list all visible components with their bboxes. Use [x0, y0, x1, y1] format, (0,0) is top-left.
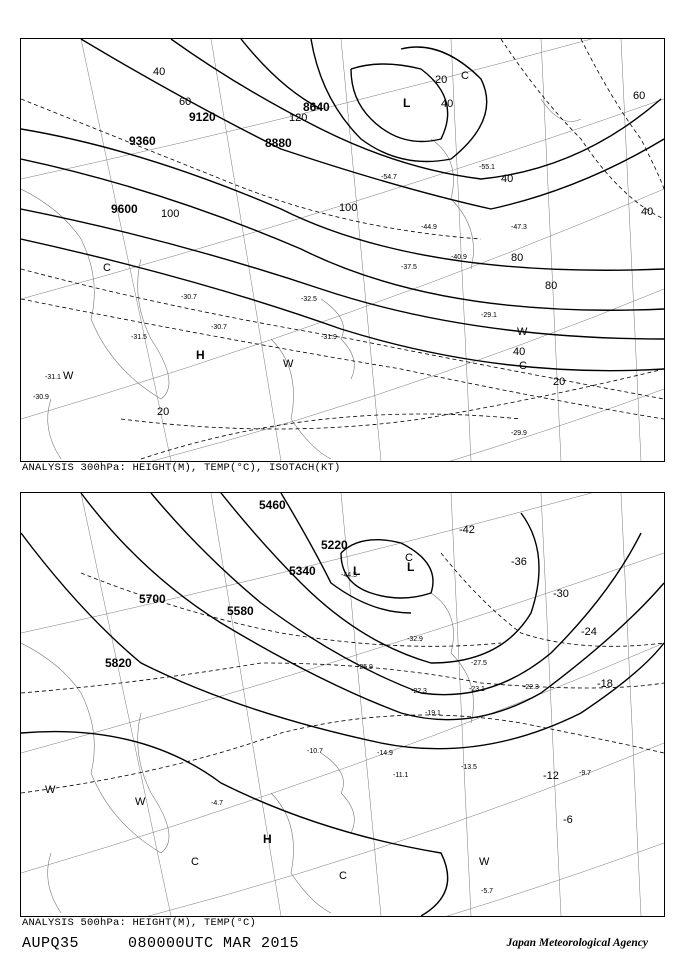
- temperature-label: -32.5: [301, 296, 317, 303]
- agency-credit: Japan Meteorological Agency: [506, 937, 648, 949]
- height-label: 5340: [289, 564, 316, 578]
- height-label: 9600: [111, 202, 138, 216]
- lower-graticule: [21, 493, 664, 916]
- lower-coastline: [21, 593, 474, 913]
- isotach-label: 40: [513, 346, 526, 358]
- temperature-label: -29.1: [481, 312, 497, 319]
- height-label: 9120: [189, 110, 216, 124]
- isotach-label: 120: [289, 112, 308, 124]
- isotach-label: 40: [501, 173, 514, 185]
- isotach-label: 80: [545, 280, 558, 292]
- temperature-label: -37.5: [401, 264, 417, 271]
- chart-identifier: AUPQ35: [22, 935, 80, 952]
- cold-marker: C: [191, 856, 199, 868]
- warm-marker: W: [45, 784, 56, 796]
- isotach-label: 100: [161, 208, 180, 220]
- low-center-marker: L: [403, 96, 411, 110]
- height-label: 5820: [105, 656, 132, 670]
- isotach-label: 40: [153, 66, 166, 78]
- isotach-label: 40: [441, 98, 454, 110]
- lower-map-caption: ANALYSIS 500hPa: HEIGHT(M), TEMP(°C): [22, 917, 257, 929]
- upper-temperature-labels: [33, 164, 527, 437]
- isotach-label: 80: [511, 252, 524, 264]
- temperature-label: -10.7: [307, 748, 323, 755]
- cold-marker: C: [405, 552, 413, 564]
- isotach-label: 60: [179, 96, 192, 108]
- lower-isotherm-labels: [459, 524, 613, 826]
- temperature-label: -25.9: [357, 664, 373, 671]
- upper-map-caption: ANALYSIS 300hPa: HEIGHT(M), TEMP(°C), ISOTACH(KT): [22, 462, 341, 474]
- isotherm-label: -24: [581, 626, 597, 638]
- lower-height-contours: [21, 493, 664, 916]
- temperature-label: -44.9: [421, 224, 437, 231]
- temperature-label: -5.7: [481, 888, 494, 895]
- temperature-label: -31.5: [131, 334, 147, 341]
- temperature-label: -31.1: [45, 374, 61, 381]
- temperature-label: -30.9: [33, 394, 49, 401]
- temperature-label: -13.5: [461, 764, 477, 771]
- warm-marker: W: [63, 370, 74, 382]
- temperature-label: -30.7: [181, 294, 197, 301]
- issue-timestamp: 080000UTC MAR 2015: [128, 935, 300, 952]
- warm-marker: W: [135, 796, 146, 808]
- temperature-label: -54.7: [381, 174, 397, 181]
- cold-marker: C: [339, 870, 347, 882]
- upper-graticule: [21, 39, 664, 461]
- lower-temperature-labels: [211, 572, 591, 895]
- low-center-marker: L: [407, 560, 415, 574]
- temperature-label: -47.3: [511, 224, 527, 231]
- temperature-label: -30.7: [211, 324, 227, 331]
- temperature-label: -19.1: [425, 710, 441, 717]
- isotach-label: 20: [553, 376, 566, 388]
- isotherm-label: -36: [511, 556, 527, 568]
- height-label: 5220: [321, 538, 348, 552]
- upper-analysis-map-300hpa: [20, 38, 665, 462]
- height-label: 8880: [265, 136, 292, 150]
- upper-pressure-centers: [196, 96, 410, 362]
- height-label: 5580: [227, 604, 254, 618]
- isotach-label: 60: [633, 90, 646, 102]
- temperature-label: -14.9: [377, 750, 393, 757]
- high-center-marker: H: [263, 832, 272, 846]
- cold-marker: C: [103, 262, 111, 274]
- lower-analysis-map-500hpa: [20, 492, 665, 917]
- warm-marker: W: [479, 856, 490, 868]
- warm-marker: W: [283, 358, 294, 370]
- temperature-label: -27.5: [471, 660, 487, 667]
- isotherm-label: -42: [459, 524, 475, 536]
- temperature-label: -55.1: [479, 164, 495, 171]
- lower-pressure-centers: [263, 560, 414, 846]
- upper-isotach-labels: [153, 66, 653, 418]
- isotherm-label: -30: [553, 588, 569, 600]
- temperature-label: -11.1: [393, 772, 409, 779]
- temperature-label: -31.9: [321, 334, 337, 341]
- isotach-label: 100: [339, 202, 358, 214]
- upper-isotherms: [21, 39, 664, 459]
- temperature-label: -4.7: [211, 800, 224, 807]
- height-label: 5700: [139, 592, 166, 606]
- isotherm-label: -6: [563, 814, 573, 826]
- temperature-label: -22.3: [411, 688, 427, 695]
- isotach-label: 20: [157, 406, 170, 418]
- isotherm-label: -12: [543, 770, 559, 782]
- warm-marker: W: [517, 326, 528, 338]
- isotach-label: 20: [435, 74, 448, 86]
- temperature-label: -40.9: [451, 254, 467, 261]
- lower-map-svg: [21, 493, 664, 916]
- temperature-label: -44.5: [341, 572, 357, 579]
- upper-map-svg: [21, 39, 664, 461]
- temperature-label: -29.9: [511, 430, 527, 437]
- low-center-marker: L: [353, 564, 361, 578]
- lower-height-labels: [105, 498, 348, 670]
- isotach-label: 40: [641, 206, 654, 218]
- temperature-label: -32.9: [407, 636, 423, 643]
- temperature-label: -22.3: [523, 684, 539, 691]
- height-label: 5460: [259, 498, 286, 512]
- temperature-label: -9.7: [579, 770, 592, 777]
- height-label: 8640: [303, 100, 330, 114]
- cold-marker: C: [461, 70, 469, 82]
- cold-marker: C: [519, 360, 527, 372]
- height-label: 9360: [129, 134, 156, 148]
- temperature-label: -23.1: [469, 686, 485, 693]
- isotherm-label: -18: [597, 678, 613, 690]
- high-center-marker: H: [196, 348, 205, 362]
